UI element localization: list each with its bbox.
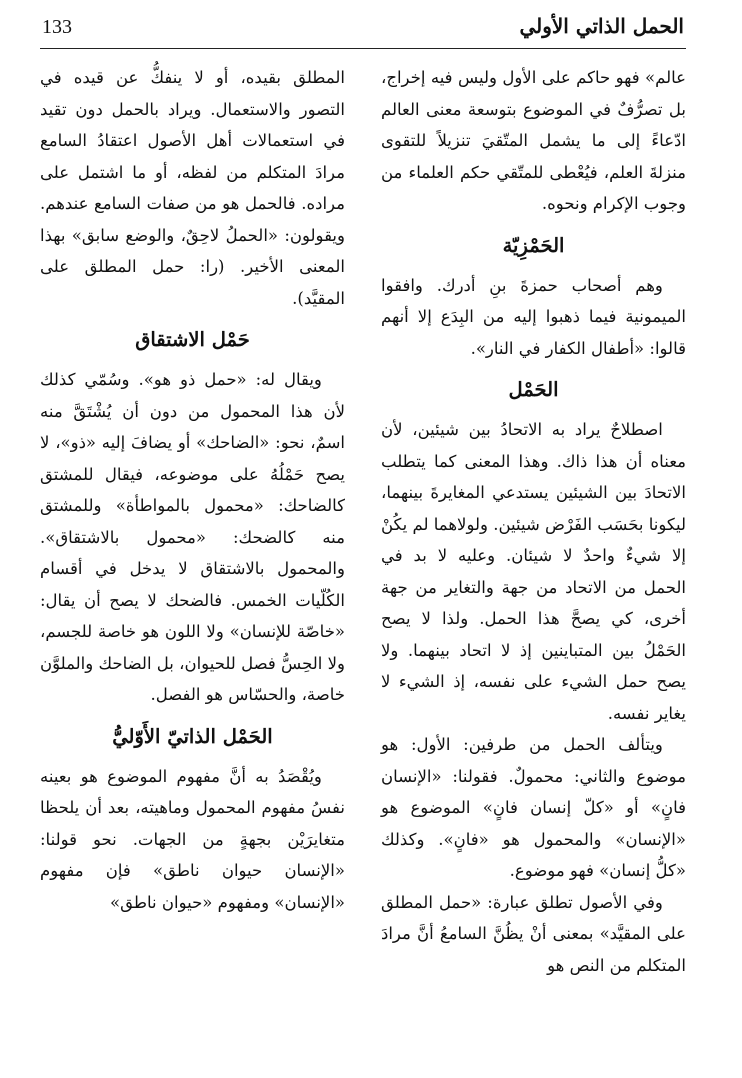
- paragraph: ويقال له: «حمل ذو هو». وسُمّي كذلك لأن هذا المحمول من دون أن يُشْتَقَّ منه اسمٌ، نحو: «الضاحك» أو يضافَ إليه «ذو»، لا يصح حَمْلُهُ على موضوعه، فيقال للمشتق كالضاحك: «محمول بالمواطأة» وللمشتق منه كالضحك: «محمول بالاشتقاق». والمحمول بالاشتقاق لا يدخل في أقسام الكُلّيات الخمس. فالضحك لا يصح أن يقال: «خاصّة للإنسان» ولا اللون هو خاصة للجسم، ولا الحِسُّ فصل للحيوان، بل الضاحك والملوَّن خاصة، والحسّاس هو الفصل.: [40, 370, 345, 704]
- paragraph: ويتألف الحمل من طرفين: الأول: هو موضوع والثاني: محمولٌ. فقولنا: «الإنسان فانٍ» أو «كلّ إنسان فانٍ» الموضوع هو «الإنسان» والمحمول هو «فانٍ». وكذلك «كلُّ إنسان» فهو موضوع.: [381, 735, 686, 880]
- paragraph: وفي الأصول تطلق عبارة: «حمل المطلق على المقيَّد» بمعنى أنْ يظُنَّ السامعُ أنَّ مرادَ المتكلم من النص هو: [381, 892, 686, 975]
- left-column: [40, 62, 345, 918]
- entry-heading: الحَمْل: [508, 378, 559, 401]
- paragraph: المطلق بقيده، أو لا ينفكُّ عن قيده في التصور والاستعمال. ويراد بالحمل دون تقيد في استعمالات أهل الأصول اعتقادُ السامع مرادَ المتكلم من لفظه، أو ما اشتمل على مراده. فالحمل هو من صفات السامع عندهم. ويقولون: «الحملُ لاحِقٌ، والوضع سابق» بهذا المعنى الأخير. (را: حمل المطلق على المقيَّد).: [40, 68, 345, 308]
- entry-heading: حَمْل الاشتقاق: [135, 328, 250, 351]
- entry-heading: الحَمْل الذاتيّ الأَوّليُّ: [112, 724, 273, 748]
- paragraph: ويُقْصَدُ به أنَّ مفهوم الموضوع هو بعينه نفسُ مفهوم المحمول وماهيته، بعد أن يلحظا متغايرَيْن بجهةٍ من الجهات. نحو قولنا: «الإنسان حيوان ناطق» فإن مفهوم «الإنسان» ومفهوم «حيوان ناطق»: [40, 766, 345, 912]
- page-header: [40, 14, 686, 49]
- paragraph: وهم أصحاب حمزةَ بنِ أدرك. وافقوا الميمونية فيما ذهبوا إليه من البِدَع إلا أنهم قالوا: «أطفال الكفار في النار».: [381, 275, 686, 358]
- right-column: [381, 62, 686, 981]
- running-title: الحمل الذاتي الأولي: [519, 14, 684, 38]
- paragraph: اصطلاحٌ يراد به الاتحادُ بين شيئين، لأن معناه أن هذا ذاك. وهذا المعنى كما يتطلب الاتحادَ بين الشيئين يستدعي المغايرةَ بينهما، ليكونا بحَسَب الفَرْض شيئين. ولولاهما لم يكُنْ إلا شيءٌ واحدٌ لا شيئان. وعليه لا بد في الحمل من الاتحاد من جهة والتغاير من جهة أخرى، كي يصحَّ هذا الحمل. ولذا لا يصح الحَمْلُ بين المتباينين إذ لا اتحاد بينهما. ولا يصح حمل الشيء على نفسه، إذ الشيء لا يغاير نفسه.: [381, 420, 686, 723]
- page-number: 133: [42, 16, 72, 38]
- entry-heading: الحَمْزِيّة: [502, 233, 565, 257]
- paragraph: عالم» فهو حاكم على الأول وليس فيه إخراج، بل تصرُّفٌ في الموضوع بتوسعة معنى العالم ادّعاءً إلى ما يشمل المتّقيَ تنزيلاً للتقوى منزلةَ العلم، فيُعْطى للمتّقي حكم العلماء من وجوب الإكرام ونحوه.: [381, 68, 686, 213]
